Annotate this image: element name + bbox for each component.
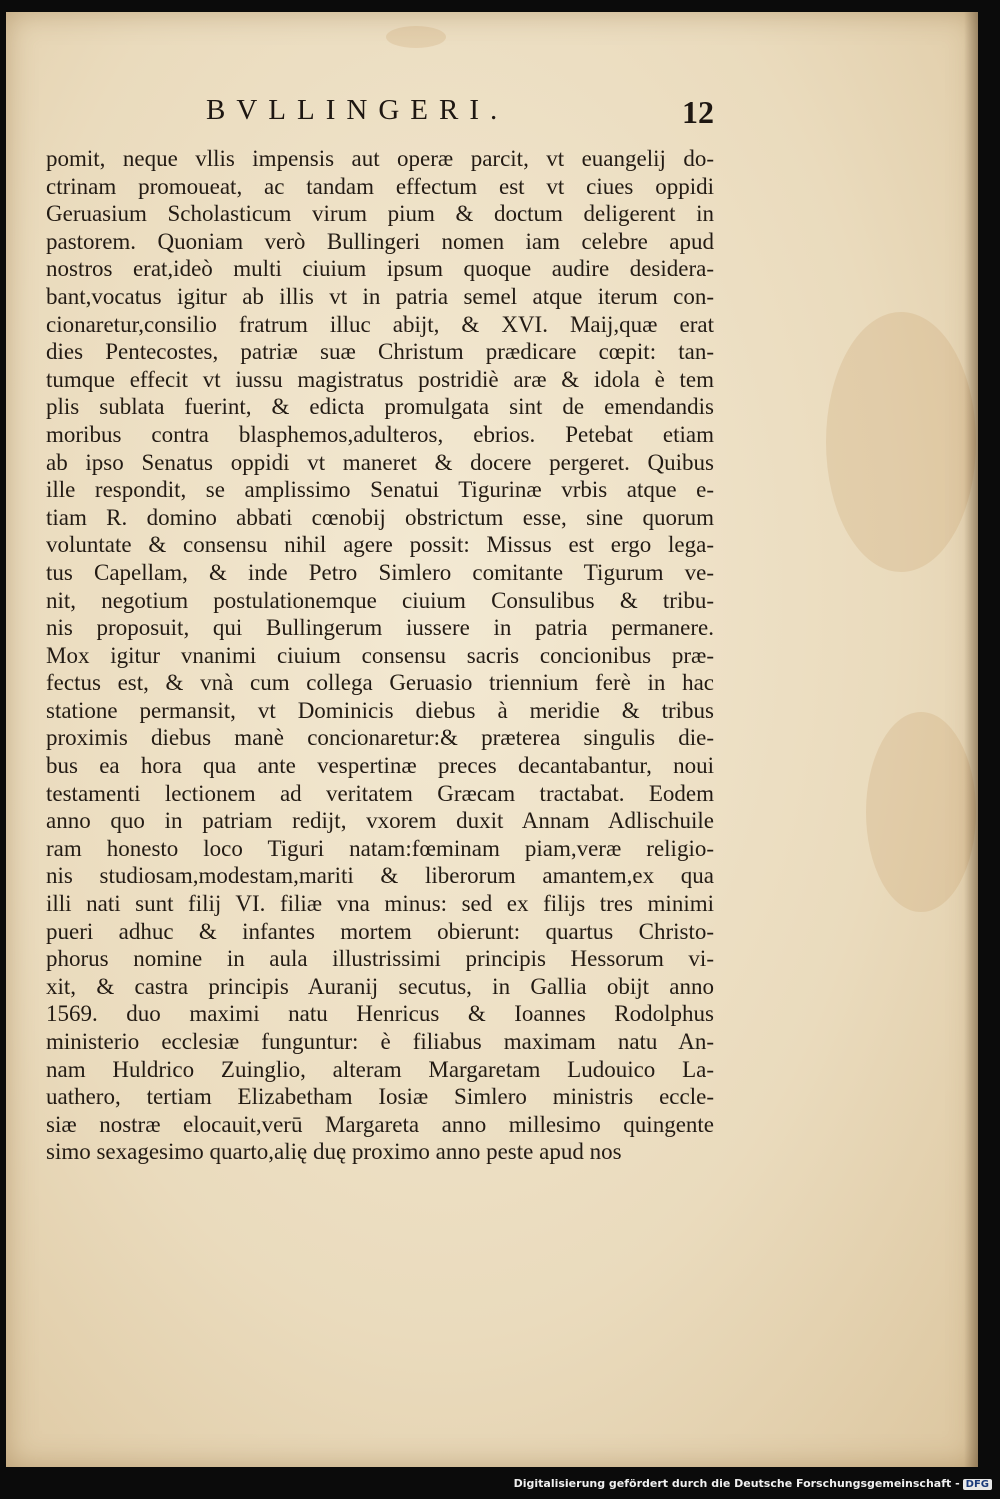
text-line: ab ipso Senatus oppidi vt maneret & docere pergeret. Quibus [46,449,714,475]
text-line: fectus est, & vnà cum collega Geruasio triennium ferè in hac [46,670,714,696]
text-line: voluntate & consensu nihil agere possit: Missus est ergo lega- [46,532,714,558]
text-line: Geruasium Scholasticum virum pium & doctum deligerent in [46,201,714,227]
running-head [6,94,978,130]
paper-stain [826,312,976,572]
text-line: simo sexagesimo quarto,alię duę proximo anno peste apud nos [46,1139,622,1165]
text-line: nis studiosam,modestam,mariti & liberorum amantem,ex qua [46,863,714,889]
text-line: plis sublata fuerint, & edicta promulgata sint de emendandis [46,394,714,420]
text-line: ille respondit, se amplissimo Senatui Tigurinæ vrbis atque e- [46,477,714,503]
text-line: ctrinam promoueat, ac tandam effectum est vt ciues oppidi [46,173,714,199]
text-line: phorus nomine in aula illustrissimi principis Hessorum vi- [46,946,714,972]
text-line: tumque effecit vt iussu magistratus postridiè aræ & idola è tem [46,366,714,392]
text-line: moribus contra blasphemos,adulteros, ebrios. Petebat etiam [46,421,714,447]
paper-stain [386,26,446,48]
text-line: pueri adhuc & infantes mortem obierunt: quartus Christo- [46,918,714,944]
text-line: ministerio ecclesiæ funguntur: è filiabus maximam natu An- [46,1029,714,1054]
text-line: tiam R. domino abbati cœnobij obstrictum esse, sine quorum [46,504,714,530]
text-line: bant,vocatus igitur ab illis vt in patria semel atque iterum con- [46,283,714,309]
text-line: uathero, tertiam Elizabetham Iosiæ Simlero ministris eccle- [46,1084,714,1110]
text-line: xit, & castra principis Auranij secutus, in Gallia obijt anno [46,973,714,999]
text-line: siæ nostræ elocauit,verū Margareta anno millesimo quingente [46,1111,714,1137]
text-line: nit, negotium postulationemque ciuium Consulibus & tribu- [46,587,714,613]
running-title: BVLLINGERI. [206,94,509,126]
page-gutter-shadow [964,12,978,1467]
text-line: cionaretur,consilio fratrum illuc abijt, & XVI. Maij,quæ erat [46,311,714,337]
dfg-logo: DFG [963,1479,992,1490]
book-page [6,12,978,1467]
text-line: testamenti lectionem ad veritatem Græcam tractabat. Eodem [46,780,714,806]
text-line: Mox igitur vnanimi ciuium consensu sacris concionibus præ- [46,642,714,668]
text-line: anno quo in patriam redijt, vxorem duxit Annam Adlischuile [46,808,714,834]
page-number: 12 [682,94,714,130]
text-line: nam Huldrico Zuinglio, alteram Margaretam Ludouico La- [46,1056,714,1082]
text-line: tus Capellam, & inde Petro Simlero comitante Tigurum ve- [46,559,714,585]
text-line: illi nati sunt filij VI. filiæ vna minus: sed ex filijs tres minimi [46,891,714,917]
digitization-credit [514,1477,992,1490]
text-line: 1569. duo maximi natu Henricus & Ioannes Rodolphus [46,1001,714,1027]
text-line: dies Pentecostes, patriæ suæ Christum prædicare cœpit: tan- [46,339,714,365]
text-line: pastorem. Quoniam verò Bullingeri nomen iam celebre apud [46,228,714,254]
text-line: bus ea hora qua ante vespertinæ preces decantabantur, noui [46,753,714,779]
body-text [46,145,714,1166]
text-line: nostros erat,ideò multi ciuium ipsum quoque audire desidera- [46,256,714,282]
text-line: ram honesto loco Tiguri natam:fœminam piam,veræ religio- [46,835,714,861]
text-line: statione permansit, vt Dominicis diebus à meridie & tribus [46,697,714,723]
text-line: pomit, neque vllis impensis aut operæ parcit, vt euangelij do- [46,146,714,171]
paper-stain [866,712,976,912]
credit-text: Digitalisierung gefördert durch die Deutsche Forschungsgemeinschaft - [513,1477,960,1490]
text-line: nis proposuit, qui Bullingerum iussere in patria permanere. [46,615,714,641]
text-line: proximis diebus manè concionaretur:& præterea singulis die- [46,725,714,751]
